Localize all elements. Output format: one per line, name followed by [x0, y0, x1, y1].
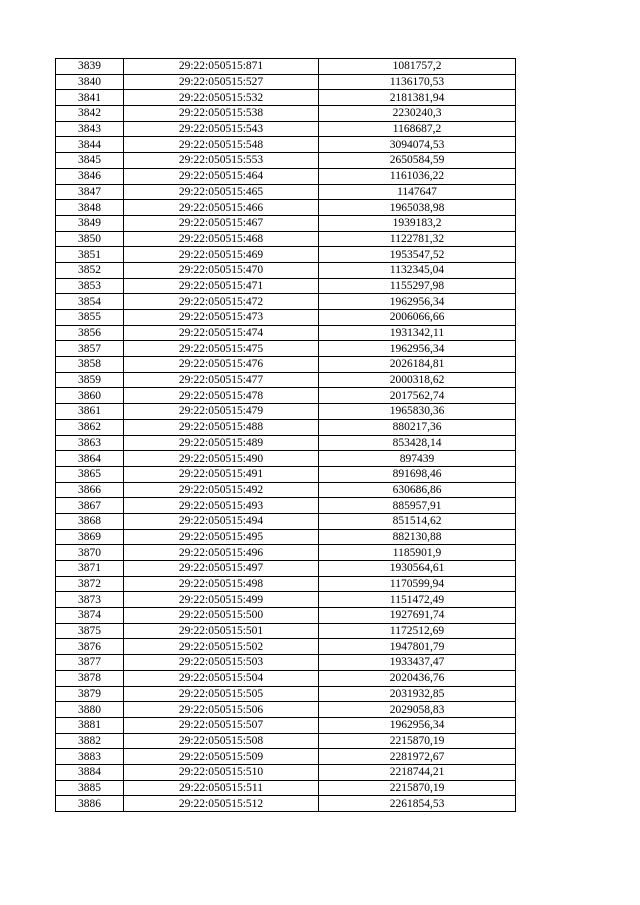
table-row — [56, 655, 516, 671]
table-row — [56, 357, 516, 373]
row-number-cell: 3858 — [56, 357, 124, 373]
table-row — [56, 59, 516, 75]
cadastral-number-cell: 29:22:050515:493 — [124, 498, 319, 514]
cadastral-number-cell: 29:22:050515:871 — [124, 59, 319, 75]
cadastral-number-cell: 29:22:050515:496 — [124, 545, 319, 561]
cadastral-number-cell: 29:22:050515:469 — [124, 247, 319, 263]
cadastral-number-cell: 29:22:050515:527 — [124, 74, 319, 90]
table-row — [56, 513, 516, 529]
value-cell: 1172512,69 — [319, 623, 516, 639]
row-number-cell: 3863 — [56, 435, 124, 451]
cadastral-number-cell: 29:22:050515:464 — [124, 168, 319, 184]
table-row — [56, 215, 516, 231]
cadastral-number-cell: 29:22:050515:475 — [124, 341, 319, 357]
cadastral-number-cell: 29:22:050515:499 — [124, 592, 319, 608]
cadastral-number-cell: 29:22:050515:467 — [124, 215, 319, 231]
row-number-cell: 3873 — [56, 592, 124, 608]
value-cell: 2031932,85 — [319, 686, 516, 702]
table-row — [56, 639, 516, 655]
row-number-cell: 3848 — [56, 200, 124, 216]
row-number-cell: 3871 — [56, 561, 124, 577]
value-cell: 1927691,74 — [319, 608, 516, 624]
table-row — [56, 576, 516, 592]
table-row — [56, 106, 516, 122]
table-row — [56, 153, 516, 169]
cadastral-number-cell: 29:22:050515:465 — [124, 184, 319, 200]
cadastral-number-cell: 29:22:050515:502 — [124, 639, 319, 655]
value-cell: 2218744,21 — [319, 764, 516, 780]
table-row — [56, 184, 516, 200]
value-cell: 2006066,66 — [319, 310, 516, 326]
cadastral-number-cell: 29:22:050515:511 — [124, 780, 319, 796]
row-number-cell: 3843 — [56, 121, 124, 137]
row-number-cell: 3855 — [56, 310, 124, 326]
cadastral-number-cell: 29:22:050515:512 — [124, 796, 319, 812]
cadastral-number-cell: 29:22:050515:497 — [124, 561, 319, 577]
cadastral-number-cell: 29:22:050515:470 — [124, 262, 319, 278]
table-row — [56, 168, 516, 184]
table-row — [56, 780, 516, 796]
table-row — [56, 137, 516, 153]
row-number-cell: 3882 — [56, 733, 124, 749]
table-row — [56, 404, 516, 420]
value-cell: 885957,91 — [319, 498, 516, 514]
table-row — [56, 231, 516, 247]
cadastral-number-cell: 29:22:050515:503 — [124, 655, 319, 671]
value-cell: 1161036,22 — [319, 168, 516, 184]
cadastral-number-cell: 29:22:050515:495 — [124, 529, 319, 545]
cadastral-number-cell: 29:22:050515:504 — [124, 670, 319, 686]
row-number-cell: 3881 — [56, 717, 124, 733]
table-row — [56, 749, 516, 765]
row-number-cell: 3845 — [56, 153, 124, 169]
table-row — [56, 247, 516, 263]
row-number-cell: 3883 — [56, 749, 124, 765]
cadastral-number-cell: 29:22:050515:501 — [124, 623, 319, 639]
value-cell: 1933437,47 — [319, 655, 516, 671]
cadastral-table — [55, 58, 516, 812]
cadastral-number-cell: 29:22:050515:510 — [124, 764, 319, 780]
table-row — [56, 498, 516, 514]
value-cell: 882130,88 — [319, 529, 516, 545]
cadastral-number-cell: 29:22:050515:489 — [124, 435, 319, 451]
value-cell: 1953547,52 — [319, 247, 516, 263]
cadastral-number-cell: 29:22:050515:509 — [124, 749, 319, 765]
cadastral-number-cell: 29:22:050515:543 — [124, 121, 319, 137]
value-cell: 851514,62 — [319, 513, 516, 529]
cadastral-number-cell: 29:22:050515:491 — [124, 466, 319, 482]
table-row — [56, 121, 516, 137]
row-number-cell: 3884 — [56, 764, 124, 780]
cadastral-number-cell: 29:22:050515:477 — [124, 372, 319, 388]
value-cell: 1136170,53 — [319, 74, 516, 90]
row-number-cell: 3840 — [56, 74, 124, 90]
value-cell: 853428,14 — [319, 435, 516, 451]
table-row — [56, 262, 516, 278]
cadastral-number-cell: 29:22:050515:492 — [124, 482, 319, 498]
value-cell: 1147647 — [319, 184, 516, 200]
value-cell: 3094074,53 — [319, 137, 516, 153]
cadastral-number-cell: 29:22:050515:507 — [124, 717, 319, 733]
row-number-cell: 3872 — [56, 576, 124, 592]
row-number-cell: 3850 — [56, 231, 124, 247]
row-number-cell: 3864 — [56, 451, 124, 467]
row-number-cell: 3886 — [56, 796, 124, 812]
value-cell: 2281972,67 — [319, 749, 516, 765]
row-number-cell: 3879 — [56, 686, 124, 702]
value-cell: 2181381,94 — [319, 90, 516, 106]
table-row — [56, 764, 516, 780]
row-number-cell: 3862 — [56, 419, 124, 435]
table-row — [56, 717, 516, 733]
row-number-cell: 3877 — [56, 655, 124, 671]
cadastral-number-cell: 29:22:050515:498 — [124, 576, 319, 592]
table-row — [56, 451, 516, 467]
row-number-cell: 3856 — [56, 325, 124, 341]
table-row — [56, 608, 516, 624]
table-row — [56, 341, 516, 357]
table-row — [56, 529, 516, 545]
table-row — [56, 482, 516, 498]
row-number-cell: 3842 — [56, 106, 124, 122]
value-cell: 2650584,59 — [319, 153, 516, 169]
cadastral-number-cell: 29:22:050515:474 — [124, 325, 319, 341]
table-row — [56, 796, 516, 812]
value-cell: 1155297,98 — [319, 278, 516, 294]
table-row — [56, 74, 516, 90]
cadastral-number-cell: 29:22:050515:466 — [124, 200, 319, 216]
value-cell: 630686,86 — [319, 482, 516, 498]
cadastral-number-cell: 29:22:050515:488 — [124, 419, 319, 435]
row-number-cell: 3849 — [56, 215, 124, 231]
row-number-cell: 3878 — [56, 670, 124, 686]
value-cell: 1965830,36 — [319, 404, 516, 420]
value-cell: 2215870,19 — [319, 780, 516, 796]
cadastral-number-cell: 29:22:050515:508 — [124, 733, 319, 749]
cadastral-number-cell: 29:22:050515:532 — [124, 90, 319, 106]
table-row — [56, 419, 516, 435]
row-number-cell: 3875 — [56, 623, 124, 639]
cadastral-number-cell: 29:22:050515:478 — [124, 388, 319, 404]
value-cell: 1962956,34 — [319, 341, 516, 357]
table-row — [56, 561, 516, 577]
row-number-cell: 3880 — [56, 702, 124, 718]
row-number-cell: 3860 — [56, 388, 124, 404]
table-body — [56, 59, 516, 812]
table-row — [56, 670, 516, 686]
value-cell: 1081757,2 — [319, 59, 516, 75]
row-number-cell: 3869 — [56, 529, 124, 545]
cadastral-number-cell: 29:22:050515:553 — [124, 153, 319, 169]
value-cell: 897439 — [319, 451, 516, 467]
row-number-cell: 3859 — [56, 372, 124, 388]
row-number-cell: 3854 — [56, 294, 124, 310]
table-row — [56, 435, 516, 451]
value-cell: 1132345,04 — [319, 262, 516, 278]
row-number-cell: 3846 — [56, 168, 124, 184]
table-row — [56, 702, 516, 718]
row-number-cell: 3885 — [56, 780, 124, 796]
cadastral-number-cell: 29:22:050515:538 — [124, 106, 319, 122]
row-number-cell: 3839 — [56, 59, 124, 75]
table-row — [56, 278, 516, 294]
row-number-cell: 3874 — [56, 608, 124, 624]
cadastral-number-cell: 29:22:050515:471 — [124, 278, 319, 294]
value-cell: 2230240,3 — [319, 106, 516, 122]
value-cell: 2261854,53 — [319, 796, 516, 812]
table-row — [56, 545, 516, 561]
row-number-cell: 3852 — [56, 262, 124, 278]
value-cell: 1965038,98 — [319, 200, 516, 216]
value-cell: 1930564,61 — [319, 561, 516, 577]
table-row — [56, 466, 516, 482]
value-cell: 1939183,2 — [319, 215, 516, 231]
table-row — [56, 90, 516, 106]
table-row — [56, 592, 516, 608]
cadastral-number-cell: 29:22:050515:494 — [124, 513, 319, 529]
row-number-cell: 3847 — [56, 184, 124, 200]
value-cell: 1168687,2 — [319, 121, 516, 137]
row-number-cell: 3844 — [56, 137, 124, 153]
cadastral-number-cell: 29:22:050515:490 — [124, 451, 319, 467]
table-row — [56, 733, 516, 749]
cadastral-number-cell: 29:22:050515:479 — [124, 404, 319, 420]
row-number-cell: 3876 — [56, 639, 124, 655]
table-row — [56, 310, 516, 326]
cadastral-number-cell: 29:22:050515:472 — [124, 294, 319, 310]
row-number-cell: 3866 — [56, 482, 124, 498]
value-cell: 1962956,34 — [319, 294, 516, 310]
table-row — [56, 294, 516, 310]
table-row — [56, 325, 516, 341]
row-number-cell: 3841 — [56, 90, 124, 106]
value-cell: 1185901,9 — [319, 545, 516, 561]
table-row — [56, 372, 516, 388]
cadastral-number-cell: 29:22:050515:506 — [124, 702, 319, 718]
table-row — [56, 623, 516, 639]
cadastral-number-cell: 29:22:050515:473 — [124, 310, 319, 326]
row-number-cell: 3868 — [56, 513, 124, 529]
value-cell: 880217,36 — [319, 419, 516, 435]
cadastral-number-cell: 29:22:050515:476 — [124, 357, 319, 373]
value-cell: 2029058,83 — [319, 702, 516, 718]
value-cell: 1151472,49 — [319, 592, 516, 608]
value-cell: 2000318,62 — [319, 372, 516, 388]
value-cell: 2017562,74 — [319, 388, 516, 404]
value-cell: 1962956,34 — [319, 717, 516, 733]
row-number-cell: 3853 — [56, 278, 124, 294]
table-row — [56, 200, 516, 216]
row-number-cell: 3851 — [56, 247, 124, 263]
value-cell: 891698,46 — [319, 466, 516, 482]
row-number-cell: 3867 — [56, 498, 124, 514]
value-cell: 2020436,76 — [319, 670, 516, 686]
table-row — [56, 388, 516, 404]
value-cell: 2026184,81 — [319, 357, 516, 373]
row-number-cell: 3865 — [56, 466, 124, 482]
value-cell: 1122781,32 — [319, 231, 516, 247]
row-number-cell: 3861 — [56, 404, 124, 420]
cadastral-number-cell: 29:22:050515:548 — [124, 137, 319, 153]
value-cell: 1947801,79 — [319, 639, 516, 655]
cadastral-number-cell: 29:22:050515:500 — [124, 608, 319, 624]
table-row — [56, 686, 516, 702]
cadastral-number-cell: 29:22:050515:505 — [124, 686, 319, 702]
value-cell: 1931342,11 — [319, 325, 516, 341]
value-cell: 2215870,19 — [319, 733, 516, 749]
cadastral-number-cell: 29:22:050515:468 — [124, 231, 319, 247]
row-number-cell: 3857 — [56, 341, 124, 357]
value-cell: 1170599,94 — [319, 576, 516, 592]
row-number-cell: 3870 — [56, 545, 124, 561]
